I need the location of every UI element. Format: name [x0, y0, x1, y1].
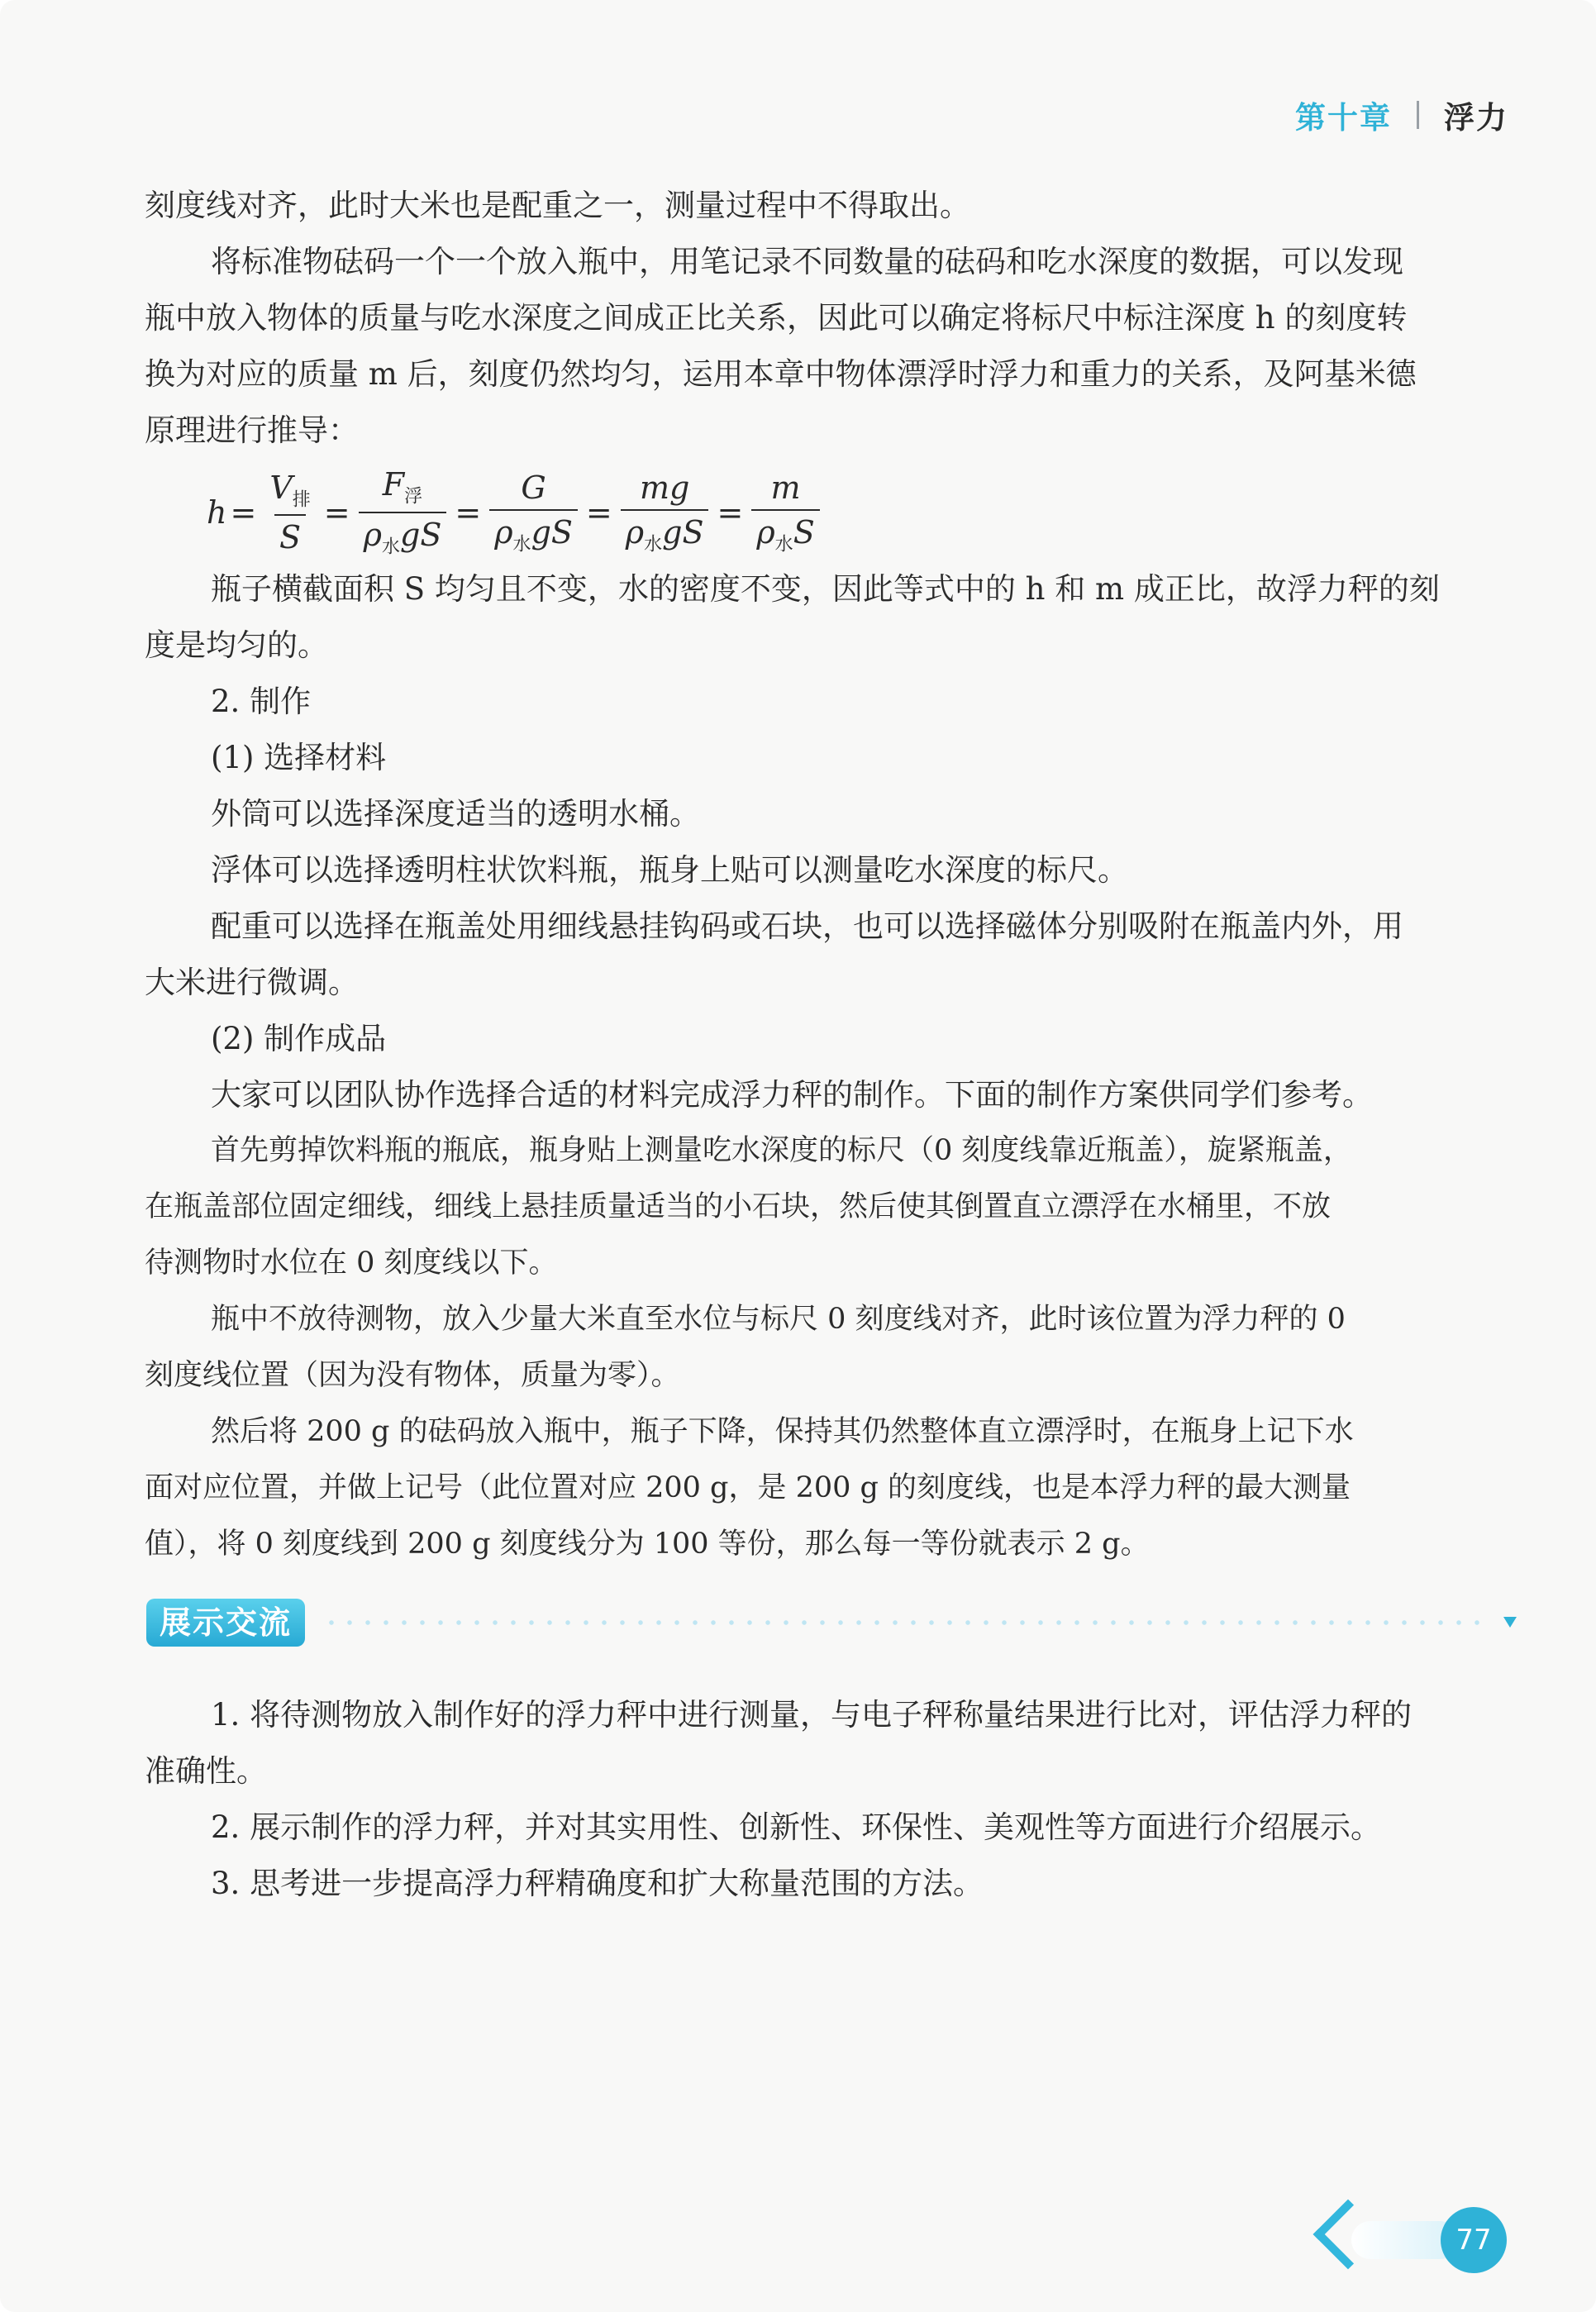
equals-sign: = — [323, 494, 350, 531]
heading-making: 2. 制作 — [211, 684, 312, 719]
paragraph-line: 原理进行推导： — [145, 412, 359, 448]
paragraph-line: 刻度线位置（因为没有物体，质量为零）。 — [145, 1359, 680, 1392]
header-divider — [1417, 101, 1419, 129]
fraction-f-over-rhogs: $\frac{F_浮}{\rho_水gS}$ — [359, 466, 447, 558]
page-number: 77 — [1441, 2207, 1507, 2273]
triangle-marker-icon — [1503, 1617, 1517, 1628]
subheading-materials: (1) 选择材料 — [211, 740, 387, 775]
chapter-label: 第十章 — [1295, 100, 1392, 136]
paragraph-line: 外筒可以选择深度适当的透明水桶。 — [211, 796, 700, 832]
equals-sign: = — [717, 494, 744, 531]
paragraph-line: 浮体可以选择透明柱状饮料瓶，瓶身上贴可以测量吃水深度的标尺。 — [211, 852, 1128, 888]
paragraph-line: 值），将 0 刻度线到 200 g 刻度线分为 100 等份，那么每一等份就表示 2 g。 — [145, 1528, 1150, 1561]
section-header — [145, 1595, 1517, 1653]
subheading-product: (2) 制作成品 — [211, 1021, 387, 1056]
fraction-v-over-s: $\frac{V_排}{S}$ — [269, 469, 311, 556]
list-item: 2. 展示制作的浮力秤，并对其实用性、创新性、环保性、美观性等方面进行介绍展示。 — [211, 1809, 1382, 1845]
fraction-mg-over-rhogs: $\frac{mg}{\rho_水gS}$ — [621, 470, 709, 556]
list-item: 3. 思考进一步提高浮力秤精确度和扩大称量范围的方法。 — [211, 1866, 984, 1901]
equals-sign: = — [585, 494, 612, 531]
paragraph-line: 瓶中不放待测物，放入少量大米直至水位与标尺 0 刻度线对齐，此时该位置为浮力秤的 0 — [211, 1303, 1346, 1336]
paragraph-line: 首先剪掉饮料瓶的瓶底，瓶身贴上测量吃水深度的标尺（0 刻度线靠近瓶盖），旋紧瓶盖， — [211, 1134, 1352, 1167]
list-item: 1. 将待测物放入制作好的浮力秤中进行测量，与电子秤称量结果进行比对，评估浮力秤的 — [211, 1697, 1413, 1733]
paragraph-line: 在瓶盖部位固定细线，细线上悬挂质量适当的小石块，然后使其倒置直立漂浮在水桶里，不放 — [145, 1190, 1332, 1223]
buoyancy-formula — [207, 466, 825, 558]
fraction-g-over-rhogs: $\frac{G}{\rho_水gS}$ — [489, 470, 578, 556]
paragraph-line: 配重可以选择在瓶盖处用细线悬挂钩码或石块，也可以选择磁体分别吸附在瓶盖内外，用 — [211, 908, 1403, 944]
running-header — [1295, 93, 1508, 137]
paragraph-line: 然后将 200 g 的砝码放入瓶中，瓶子下降，保持其仍然整体直立漂浮时，在瓶身上记下水 — [211, 1415, 1354, 1448]
equals-sign: = — [455, 494, 482, 531]
paragraph-line: 面对应位置，并做上记号（此位置对应 200 g，是 200 g 的刻度线，也是本浮力秤的最大测量 — [145, 1471, 1351, 1504]
paragraph-line: 待测物时水位在 0 刻度线以下。 — [145, 1247, 558, 1280]
formula-h: h — [207, 494, 227, 531]
list-item-continuation: 准确性。 — [145, 1753, 267, 1789]
paragraph-line: 换为对应的质量 m 后，刻度仍然均匀，运用本章中物体漂浮时浮力和重力的关系，及阿基米德 — [145, 356, 1417, 392]
section-title: 展示交流 — [146, 1599, 305, 1647]
paragraph-line: 瓶子横截面积 S 均匀且不变，水的密度不变，因此等式中的 h 和 m 成正比，故浮力秤的刻 — [211, 571, 1440, 607]
dotted-divider — [322, 1620, 1492, 1625]
paragraph-line: 刻度线对齐，此时大米也是配重之一，测量过程中不得取出。 — [145, 188, 970, 223]
fraction-m-over-rhos: $\frac{m}{\rho_水S}$ — [751, 470, 819, 556]
paragraph-line: 将标准物砝码一个一个放入瓶中，用笔记录不同数量的砝码和吃水深度的数据，可以发现 — [211, 244, 1403, 279]
paragraph-line: 大家可以团队协作选择合适的材料完成浮力秤的制作。下面的制作方案供同学们参考。 — [211, 1077, 1373, 1113]
paragraph-line: 度是均匀的。 — [145, 627, 328, 663]
paragraph-line: 瓶中放入物体的质量与吃水深度之间成正比关系，因此可以确定将标尺中标注深度 h 的刻度转 — [145, 300, 1408, 336]
equals-sign: = — [230, 494, 257, 531]
page-number-badge — [1315, 2203, 1513, 2277]
chapter-topic: 浮力 — [1444, 100, 1508, 136]
paragraph-line: 大米进行微调。 — [145, 965, 359, 1000]
